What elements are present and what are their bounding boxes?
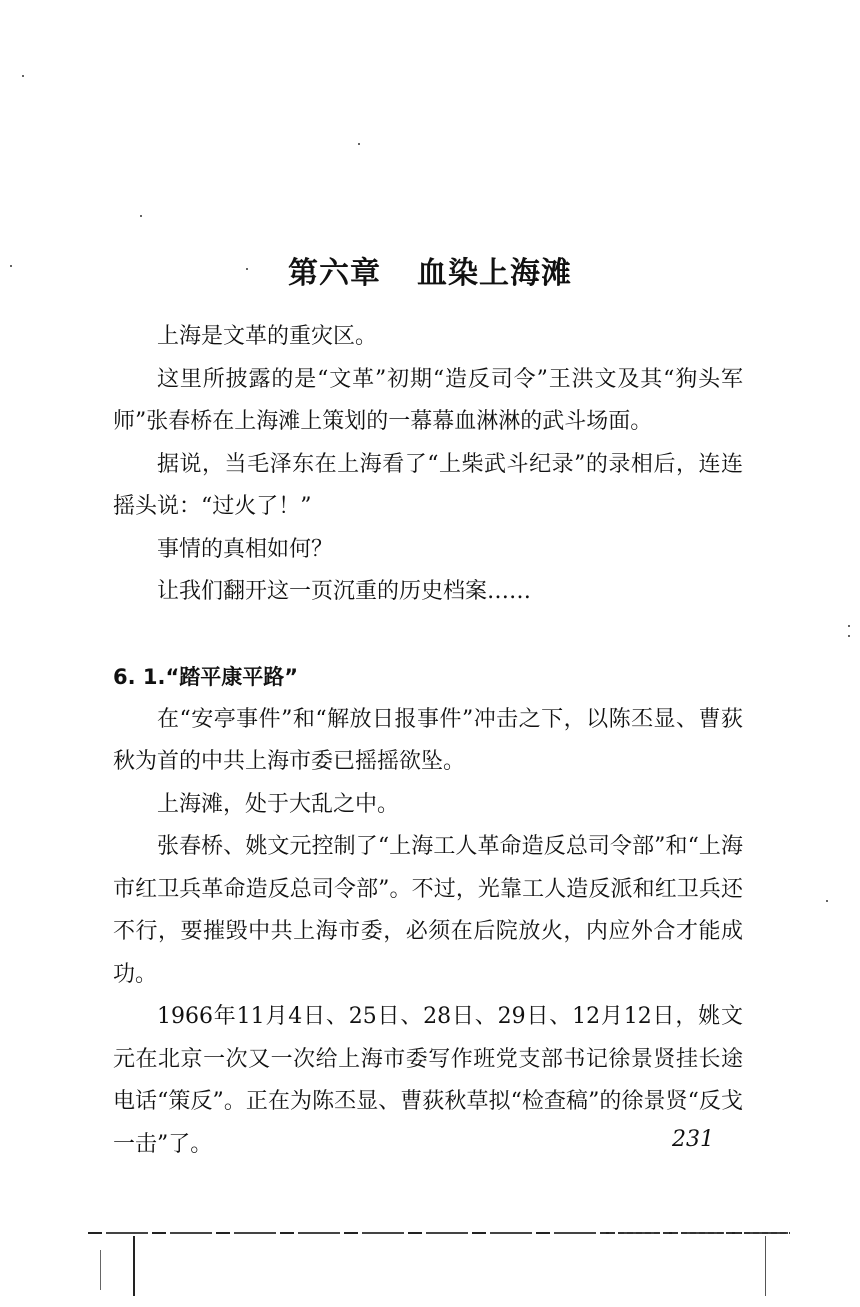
section-heading: 6. 1.“踏平康平路”: [113, 665, 299, 689]
body-paragraph: 1966年11月4日、25日、28日、29日、12月12日，姚文元在北京一次又一次给上海市委写作班党支部书记徐景贤挂长途电话“策反”。正在为陈丕显、曹荻秋草拟“检查稿”的徐景贤“反戈一击”了。: [113, 1004, 743, 1157]
body-paragraph: 张春桥、姚文元控制了“上海工人革命造反总司令部”和“上海市红卫兵革命造反总司令部”。不过，光靠工人造反派和红卫兵还不行，要摧毁中共上海市委，必须在后院放火，内应外合才能成功。: [113, 834, 743, 987]
scan-edge-mark: [133, 1236, 135, 1296]
chapter-number: 第六章: [288, 256, 381, 291]
intro-paragraph: 上海是文革的重灾区。: [157, 324, 378, 349]
chapter-name: 血染上海滩: [417, 256, 572, 291]
chapter-intro: [113, 316, 743, 614]
scan-speck: [140, 215, 142, 217]
scan-speck: [848, 625, 850, 627]
intro-paragraph: 这里所披露的是“文革”初期“造反司令”王洪文及其“狗头军师”张春桥在上海滩上策划的一幕幕血淋淋的武斗场面。: [113, 366, 743, 434]
body-paragraph: 在“安亭事件”和“解放日报事件”冲击之下，以陈丕显、曹荻秋为首的中共上海市委已摇摇欲坠。: [113, 706, 743, 774]
scan-border-line-dotted: [600, 1232, 790, 1234]
section-6-1: [113, 656, 743, 1166]
scan-edge-mark: [765, 1236, 766, 1296]
scan-speck: [848, 635, 850, 637]
scan-speck: [358, 143, 360, 145]
scan-speck: [10, 265, 12, 267]
body-paragraph: 上海滩，处于大乱之中。: [157, 791, 400, 817]
intro-paragraph: 事情的真相如何？: [157, 536, 334, 562]
scan-edge-mark: [100, 1250, 101, 1290]
intro-paragraph: 让我们翻开这一页沉重的历史档案……: [157, 579, 532, 604]
scan-speck: [826, 900, 828, 902]
chapter-title: [0, 248, 860, 292]
intro-paragraph: 据说，当毛泽东在上海看了“上柴武斗纪录”的录相后，连连摇头说：“过火了！”: [113, 451, 743, 519]
page-number: 231: [672, 1127, 714, 1152]
scan-speck: [246, 268, 248, 270]
scan-speck: [22, 75, 24, 77]
